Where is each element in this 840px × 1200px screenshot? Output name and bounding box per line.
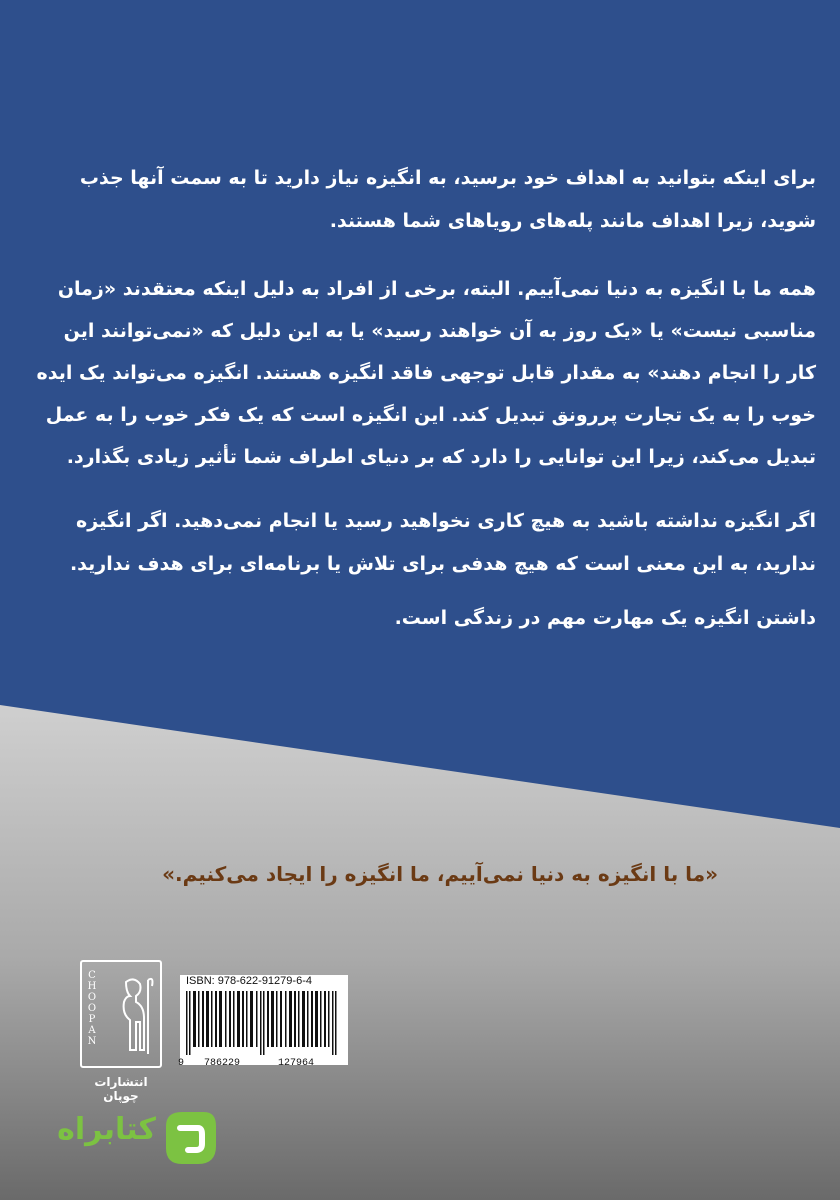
paragraph-4-text: داشتن انگیزه یک مهارت مهم در زندگی است.	[394, 607, 816, 629]
barcode-bars	[180, 975, 348, 1065]
publisher-logo	[80, 960, 162, 1103]
barcode-digit-group-1: 786229	[204, 1058, 241, 1069]
paragraph-2	[36, 268, 816, 478]
store-logo-text: کتابراه	[57, 1112, 156, 1147]
store-logo	[36, 1108, 216, 1168]
barcode-digit-group-2: 127964	[278, 1058, 315, 1069]
paragraph-1	[36, 157, 816, 243]
paragraph-4	[36, 603, 816, 633]
publisher-name: انتشارات چوپان	[94, 1075, 148, 1103]
publisher-logo-letters: C H O O P A N	[87, 970, 97, 1047]
quote-text: «ما با انگیزه به دنیا نمی‌آییم، ما انگیزه را ایجاد می‌کنیم.»	[162, 862, 718, 886]
paragraph-3	[36, 500, 816, 586]
publisher-logo-frame	[80, 960, 162, 1068]
paragraph-3-text: اگر انگیزه نداشته باشید به هیچ کاری نخواهید رسید یا انجام نمی‌دهید. اگر انگیزه ندارید، به این معنی است که هیچ هدفی برای تلاش یا برنامه‌ای برای هدف ندارید.	[69, 510, 816, 575]
isbn-label: ISBN: 978-622-91279-6-4	[186, 975, 312, 987]
barcode	[180, 975, 348, 1065]
barcode-digit-first: 9	[178, 1058, 185, 1069]
store-logo-icon	[160, 1108, 220, 1168]
paragraph-2-text: همه ما با انگیزه به دنیا نمی‌آییم. البته، برخی از افراد به دلیل اینکه معتقدند «زمان مناسبی نیست» یا «یک روز به آن خواهند رسید» یا به این دلیل که «نمی‌توانند این کار را انجام دهند» به مقدار قابل توجهی فاقد انگیزه هستند. انگیزه می‌تواند یک ایده خوب را به یک تجارت پررونق تبدیل کند. این انگیزه است که یک فکر خوب را به عمل تبدیل می‌کند، زیرا این توانایی را دارد که بر دنیای اطراف شما تأثیر زیادی بگذارد.	[36, 278, 816, 468]
paragraph-1-text: برای اینکه بتوانید به اهداف خود برسید، به انگیزه نیاز دارید تا به سمت آنها جذب شوید، زیرا اهداف مانند پله‌های رویاهای شما هستند.	[79, 167, 816, 232]
shepherd-icon	[82, 962, 164, 1070]
